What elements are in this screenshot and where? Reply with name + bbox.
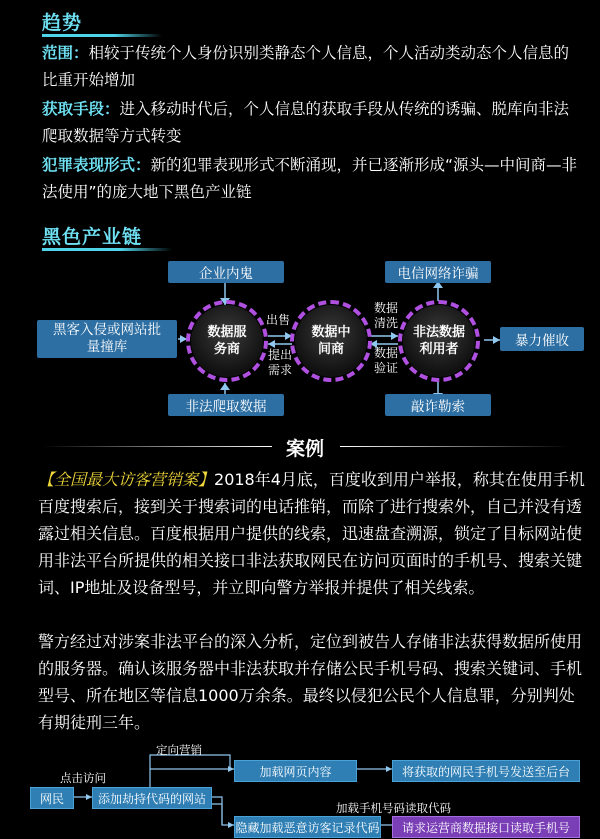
box-hacker-intrusion bbox=[37, 320, 177, 358]
flow-load-page: 加载网页内容 bbox=[234, 760, 357, 782]
flow-label-load-phone: 加载手机号码读取代码 bbox=[336, 801, 451, 815]
node3-label: 非法数据利用者 bbox=[412, 325, 465, 357]
crime-key: 犯罪表现形式： bbox=[42, 156, 151, 174]
flow-hidden-code: 隐藏加载恶意访客记录代码 bbox=[234, 816, 381, 838]
node-illegal-user bbox=[403, 305, 475, 377]
case-tag: 【全国最大访客营销案】 bbox=[38, 470, 215, 489]
label-demand: 提出需求 bbox=[268, 348, 293, 377]
means-key: 获取手段： bbox=[42, 100, 120, 118]
flow-request-operator: 请求运营商数据接口读取手机号 bbox=[392, 816, 580, 838]
trend-title-underline bbox=[42, 34, 162, 37]
node-data-provider bbox=[191, 305, 263, 377]
scope-key: 范围： bbox=[42, 44, 89, 62]
box-violent-collection: 暴力催收 bbox=[500, 327, 584, 351]
box-illegal-crawl: 非法爬取数据 bbox=[168, 394, 284, 416]
box-enterprise-insider: 企业内鬼 bbox=[168, 261, 284, 283]
box-telecom-fraud: 电信网络诈骗 bbox=[385, 261, 491, 283]
scope-text: 相较于传统个人身份识别类静态个人信息，个人活动类动态个人信息的比重开始增加 bbox=[42, 44, 570, 89]
node-data-middleman bbox=[295, 305, 367, 377]
label-sell: 出售 bbox=[266, 313, 291, 327]
flow-label-click-visit: 点击访问 bbox=[60, 771, 106, 785]
trend-title: 趋势 bbox=[42, 12, 83, 34]
crime-text: 新的犯罪表现形式不断涌现，并已逐渐形成“源头—中间商—非法使用”的庞大地下黑色产业链 bbox=[42, 156, 578, 201]
node1-label: 数据服务商 bbox=[207, 325, 247, 357]
case-para1-text: 2018年4月底，百度收到用户举报，称其在使用手机百度搜索后，接到关于搜索词的电话推销，而除了进行搜索外，自己并没有透露过相关信息。百度根据用户提供的线索，迅速盘查溯源，锁定了目标网站使用非法平台所提供的相关接口非法获取网民在访问页面时的手机号、搜索关键词、IP地址及设备型号，并立即向警方举报并提供了相关线索。 bbox=[38, 470, 585, 597]
hacker-intrusion-text: 黑客入侵或网站批量撞库 bbox=[53, 322, 161, 355]
trend-item-crime bbox=[42, 152, 582, 206]
case-para2-text: 警方经过对涉案非法平台的深入分析，定位到被告人存储非法获得数据所使用的服务器。确认该服务器中非法获取并存储公民手机号码、搜索关键词、手机型号、所在地区等信息1000万余条。最终以侵犯公民个人信息罪，分别判处有期徒刑三年。 bbox=[38, 632, 583, 732]
flow-label-directed: 定向营销 bbox=[156, 743, 202, 757]
box-extortion: 敲诈勒索 bbox=[385, 394, 491, 416]
node2-label: 数据中间商 bbox=[311, 325, 351, 357]
case-title: 案例 bbox=[285, 438, 324, 460]
case-paragraph-2 bbox=[38, 628, 586, 736]
flow-hijacked-site: 添加劫持代码的网站 bbox=[92, 787, 212, 809]
case-divider-left bbox=[42, 446, 272, 447]
label-clean: 数据清洗 bbox=[374, 301, 399, 330]
case-divider-right bbox=[340, 446, 570, 447]
trend-item-means bbox=[42, 96, 582, 150]
trend-item-scope bbox=[42, 40, 582, 94]
chain-title: 黑色产业链 bbox=[42, 226, 143, 248]
means-text: 进入移动时代后，个人信息的获取手段从传统的诱骗、脱库向非法爬取数据等方式转变 bbox=[42, 100, 570, 145]
chain-title-underline bbox=[42, 248, 172, 251]
label-verify: 数据验证 bbox=[374, 346, 399, 375]
case-paragraph-1 bbox=[38, 466, 586, 601]
flow-send-phone: 将获取的网民手机号发送至后台 bbox=[392, 760, 580, 782]
flow-netizen: 网民 bbox=[30, 787, 74, 809]
